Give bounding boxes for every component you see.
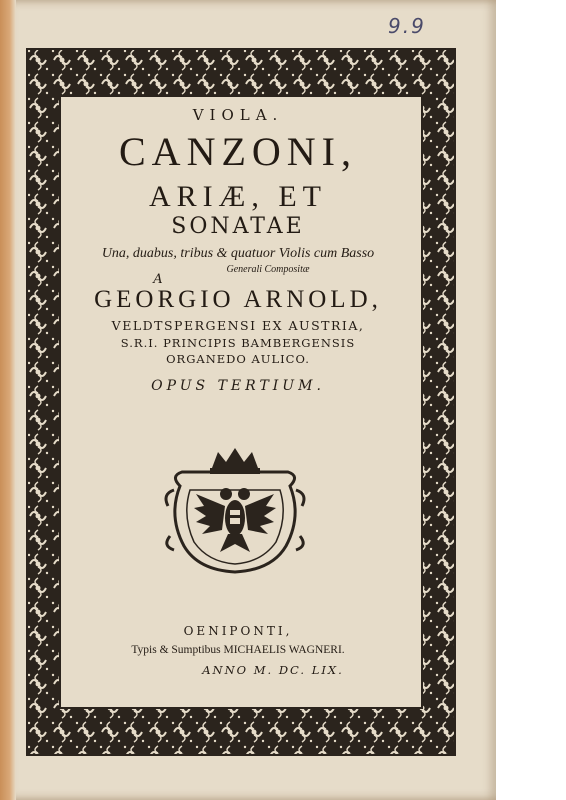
subtitle-line-1: Una, duabus, tribus & quatuor Violis cum Basso xyxy=(101,246,375,261)
title-line-2: ARIÆ, ET xyxy=(149,180,327,213)
double-headed-eagle-crest-icon xyxy=(160,446,310,574)
author-origin: VELDTSPERGENSI EX AUSTRIA, xyxy=(111,318,365,333)
author-name: GEORGIO ARNOLD, xyxy=(94,286,382,313)
title-block xyxy=(60,96,416,698)
opus-number: OPUS TERTIUM. xyxy=(151,378,325,394)
imprint-year: ANNO M. DC. LIX. xyxy=(202,663,344,677)
preposition: A xyxy=(153,272,163,287)
shelfmark: 9.9 xyxy=(388,14,426,38)
imprint-publisher: Typis & Sumptibus MICHAELIS WAGNERI. xyxy=(131,644,345,656)
subtitle-line-2: Generali Compositæ xyxy=(226,264,310,275)
title-line-1: CANZONI, xyxy=(119,129,357,174)
author-title-1: S.R.I. PRINCIPIS BAMBERGENSIS xyxy=(120,336,356,350)
voice-part-label: VIOLA. xyxy=(192,106,284,124)
author-title-2: ORGANEDO AULICO. xyxy=(166,352,310,366)
imprint-city: OENIPONTI, xyxy=(183,624,293,638)
title-line-3: SONATAE xyxy=(171,214,305,239)
book-spine-edge xyxy=(0,0,16,800)
